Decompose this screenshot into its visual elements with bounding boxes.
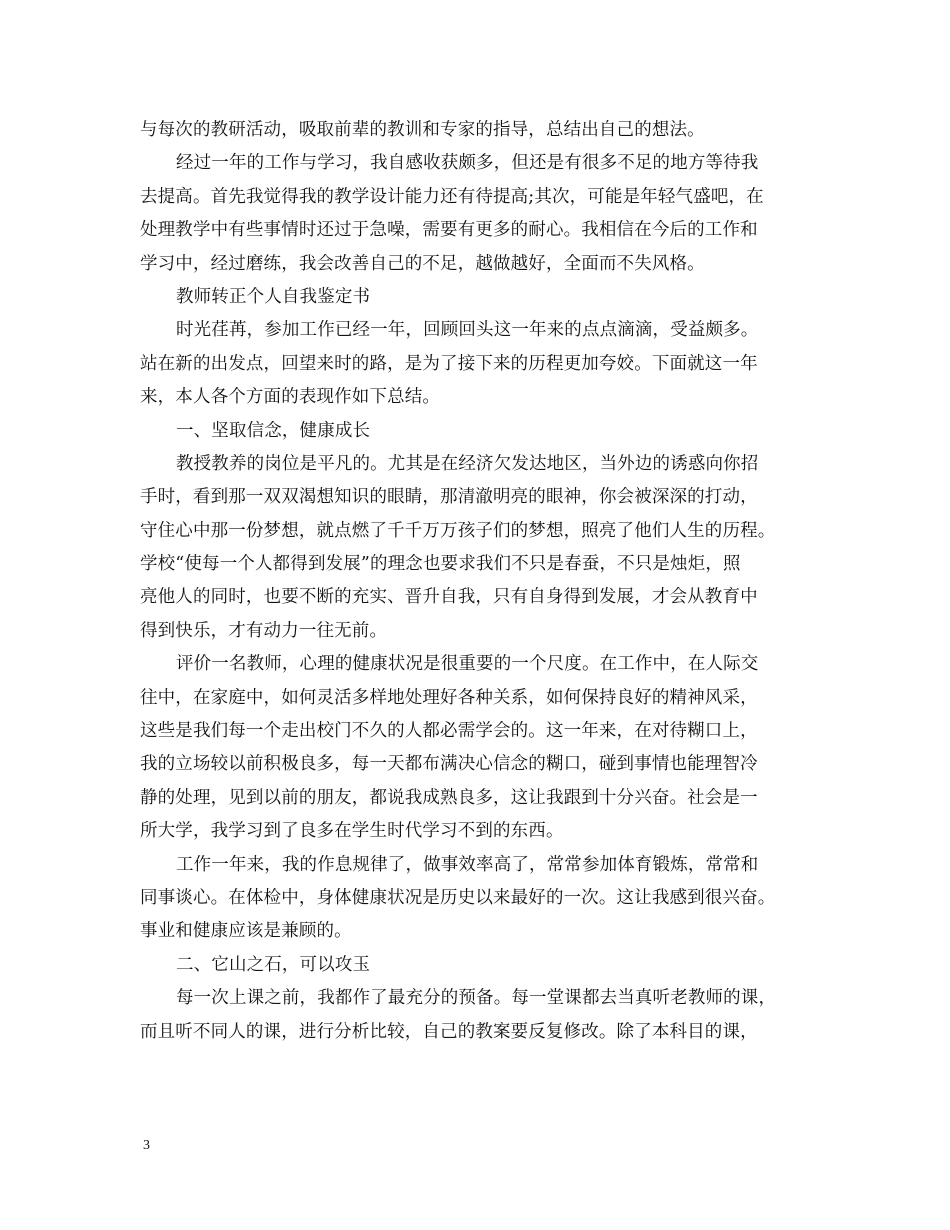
text-line: 工作一年来，我的作息规律了，做事效率高了，常常参加体育锻炼，常常和 xyxy=(176,854,759,875)
text-line: 手时，看到那一双双渴想知识的眼睛，那清澈明亮的眼神，你会被深深的打动， xyxy=(140,487,758,508)
text-line: 一、坚取信念，健康成长 xyxy=(176,420,371,441)
text-line: 评价一名教师，心理的健康状况是很重要的一个尺度。在工作中，在人际交 xyxy=(176,654,759,675)
text-line: 我的立场较以前积极良多，每一天都布满决心信念的糊口，碰到事情也能理智冷 xyxy=(140,754,758,775)
text-line: 亮他人的同时，也要不断的充实、晋升自我，只有自身得到发展，才会从教育中 xyxy=(140,587,758,608)
text-line: 所大学，我学习到了良多在学生时代学习不到的东西。 xyxy=(140,821,564,842)
text-line: 静的处理，见到以前的朋友，都说我成熟良多，这让我跟到十分兴奋。社会是一 xyxy=(140,787,758,808)
text-line: 去提高。首先我觉得我的教学设计能力还有待提高;其次，可能是年轻气盛吧，在 xyxy=(140,186,764,207)
text-line: 时光荏苒，参加工作已经一年，回顾回头这一年来的点点滴滴，受益颇多。 xyxy=(176,320,759,341)
text-line: 与每次的教研活动，吸取前辈的教训和专家的指导，总结出自己的想法。 xyxy=(140,120,705,140)
text-line: 教师转正个人自我鉴定书 xyxy=(176,286,371,307)
page-number: 3 xyxy=(143,1138,150,1153)
text-line: 往中，在家庭中，如何灵活多样地处理好各种关系，如何保持良好的精神风采， xyxy=(140,687,758,708)
document-body xyxy=(140,114,820,1049)
text-line: 站在新的出发点，回望来时的路，是为了接下来的历程更加夸姣。下面就这一年 xyxy=(140,353,758,374)
text-line: 教授教养的岗位是平凡的。尤其是在经济欠发达地区，当外边的诱惑向你招 xyxy=(176,453,759,474)
text-line: 来，本人各个方面的表现作如下总结。 xyxy=(140,387,441,408)
text-line: 处理教学中有些事情时还过于急噪，需要有更多的耐心。我相信在今后的工作和 xyxy=(140,220,758,241)
text-line: 同事谈心。在体检中，身体健康状况是历史以来最好的一次。这让我感到很兴奋。 xyxy=(140,887,776,908)
text-line: 这些是我们每一个走出校门不久的人都必需学会的。这一年来，在对待糊口上， xyxy=(140,721,758,742)
text-line: 学校“使每一个人都得到发展”的理念也要求我们不只是春蚕，不只是烛炬，照 xyxy=(140,554,741,575)
text-line: 得到快乐，才有动力一往无前。 xyxy=(140,620,388,641)
text-line: 学习中，经过磨练，我会改善自己的不足，越做越好，全面而不失风格。 xyxy=(140,253,705,274)
text-line: 每一次上课之前，我都作了最充分的预备。每一堂课都去当真听老教师的课， xyxy=(176,988,777,1009)
text-line: 二、它山之石，可以攻玉 xyxy=(176,954,371,975)
text-line: 事业和健康应该是兼顾的。 xyxy=(140,921,352,942)
text-line: 而且听不同人的课，进行分析比较，自己的教案要反复修改。除了本科目的课， xyxy=(140,1021,758,1042)
text-line: 经过一年的工作与学习，我自感收获颇多，但还是有很多不足的地方等待我 xyxy=(176,153,759,174)
text-line: 守住心中那一份梦想，就点燃了千千万万孩子们的梦想，照亮了他们人生的历程。 xyxy=(140,520,776,541)
